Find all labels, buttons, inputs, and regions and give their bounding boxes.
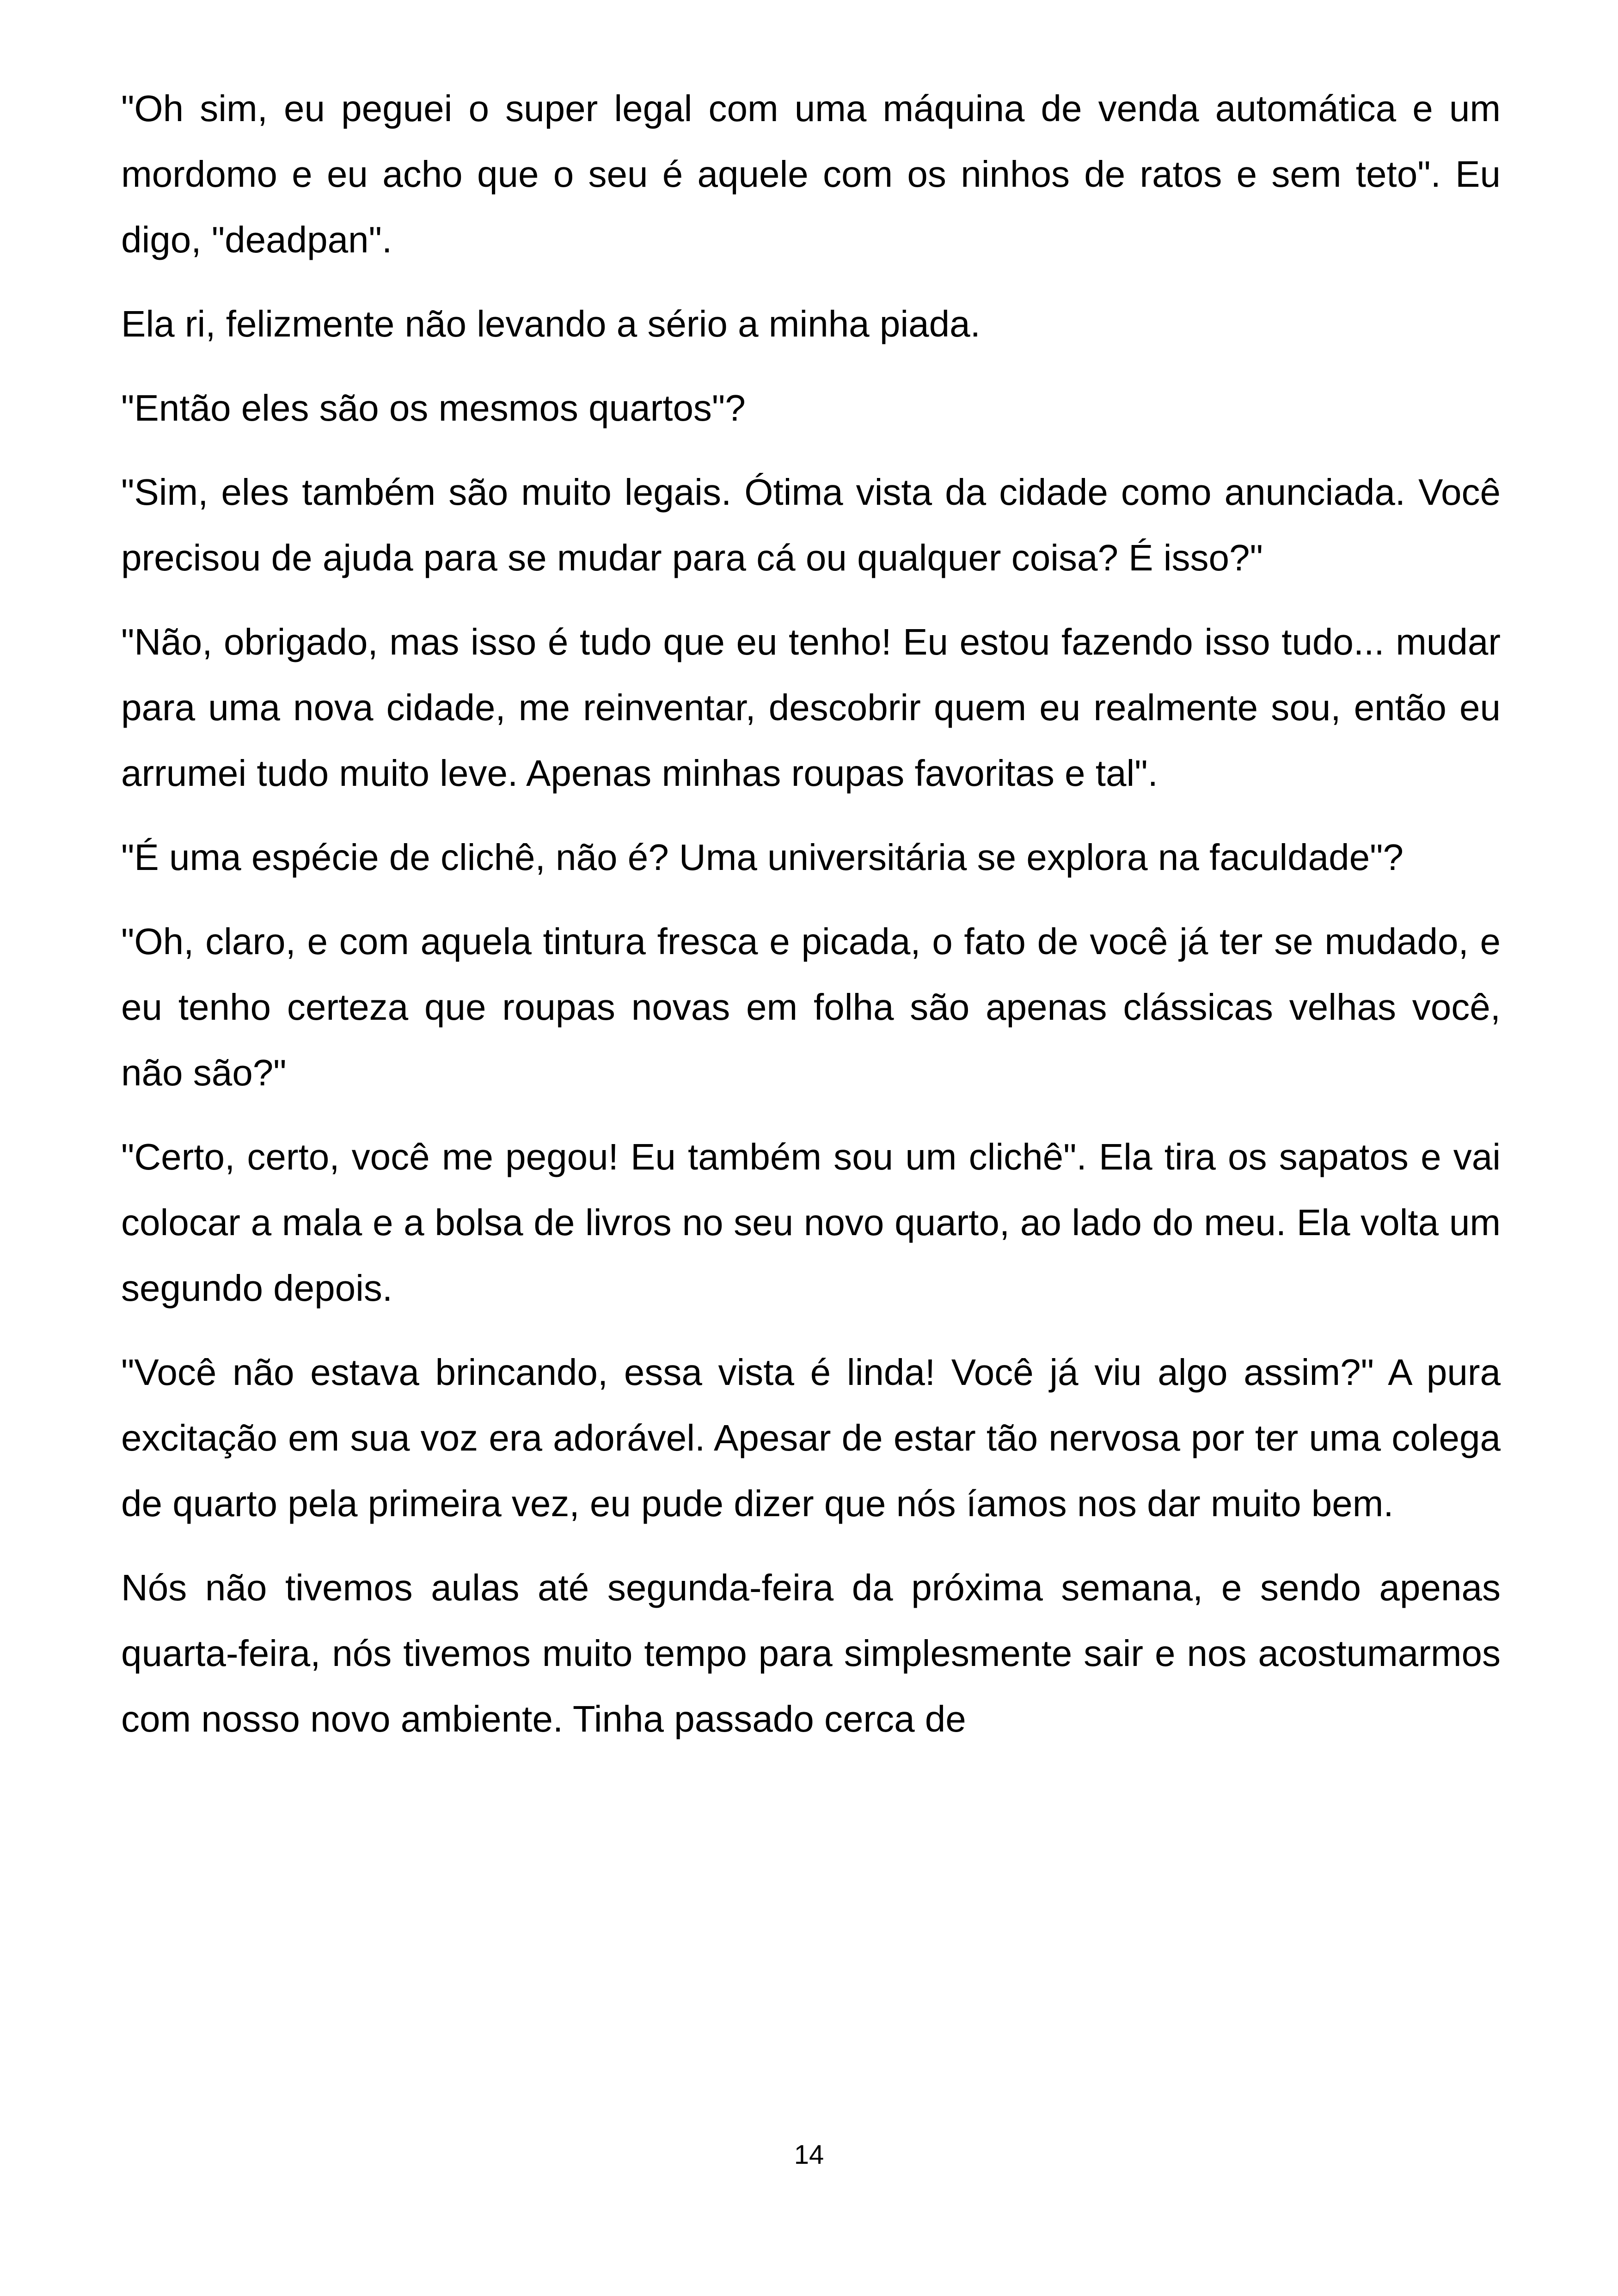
paragraph: Ela ri, felizmente não levando a sério a minha piada.: [121, 303, 981, 344]
paragraph: "Oh sim, eu peguei o super legal com uma máquina de venda automática e um mordomo e eu acho que o seu é aquele com os ninhos de ratos e sem teto". Eu digo, "deadpan".: [121, 88, 1501, 260]
paragraph: "Não, obrigado, mas isso é tudo que eu tenho! Eu estou fazendo isso tudo... mudar para uma nova cidade, me reinventar, descobrir quem eu realmente sou, então eu arrumei tudo muito leve. Apenas minhas roupas favoritas e tal".: [121, 621, 1501, 794]
page-number: 14: [794, 2140, 824, 2170]
paragraph: "É uma espécie de clichê, não é? Uma universitária se explora na faculdade"?: [121, 837, 1403, 878]
paragraph: "Você não estava brincando, essa vista é linda! Você já viu algo assim?" A pura excitação em sua voz era adorável. Apesar de estar tão nervosa por ter uma colega de quarto pela primeira vez, eu pude dizer que nós íamos nos dar muito bem.: [121, 1352, 1501, 1524]
paragraph: Nós não tivemos aulas até segunda-feira da próxima semana, e sendo apenas quarta-feira, nós tivemos muito tempo para simplesmente sair e nos acostumarmos com nosso novo ambiente. Tinha passado cerca de: [121, 1567, 1501, 1739]
body-text: [121, 76, 1501, 1770]
paragraph: "Certo, certo, você me pegou! Eu também sou um clichê". Ela tira os sapatos e vai colocar a mala e a bolsa de livros no seu novo quarto, ao lado do meu. Ela volta um segundo depois.: [121, 1136, 1501, 1309]
paragraph: "Oh, claro, e com aquela tintura fresca e picada, o fato de você já ter se mudado, e eu tenho certeza que roupas novas em folha são apenas clássicas velhas você, não são?": [121, 921, 1501, 1093]
paragraph: "Então eles são os mesmos quartos"?: [121, 387, 746, 429]
paragraph: "Sim, eles também são muito legais. Ótima vista da cidade como anunciada. Você precisou de ajuda para se mudar para cá ou qualquer coisa? É isso?": [121, 471, 1501, 578]
